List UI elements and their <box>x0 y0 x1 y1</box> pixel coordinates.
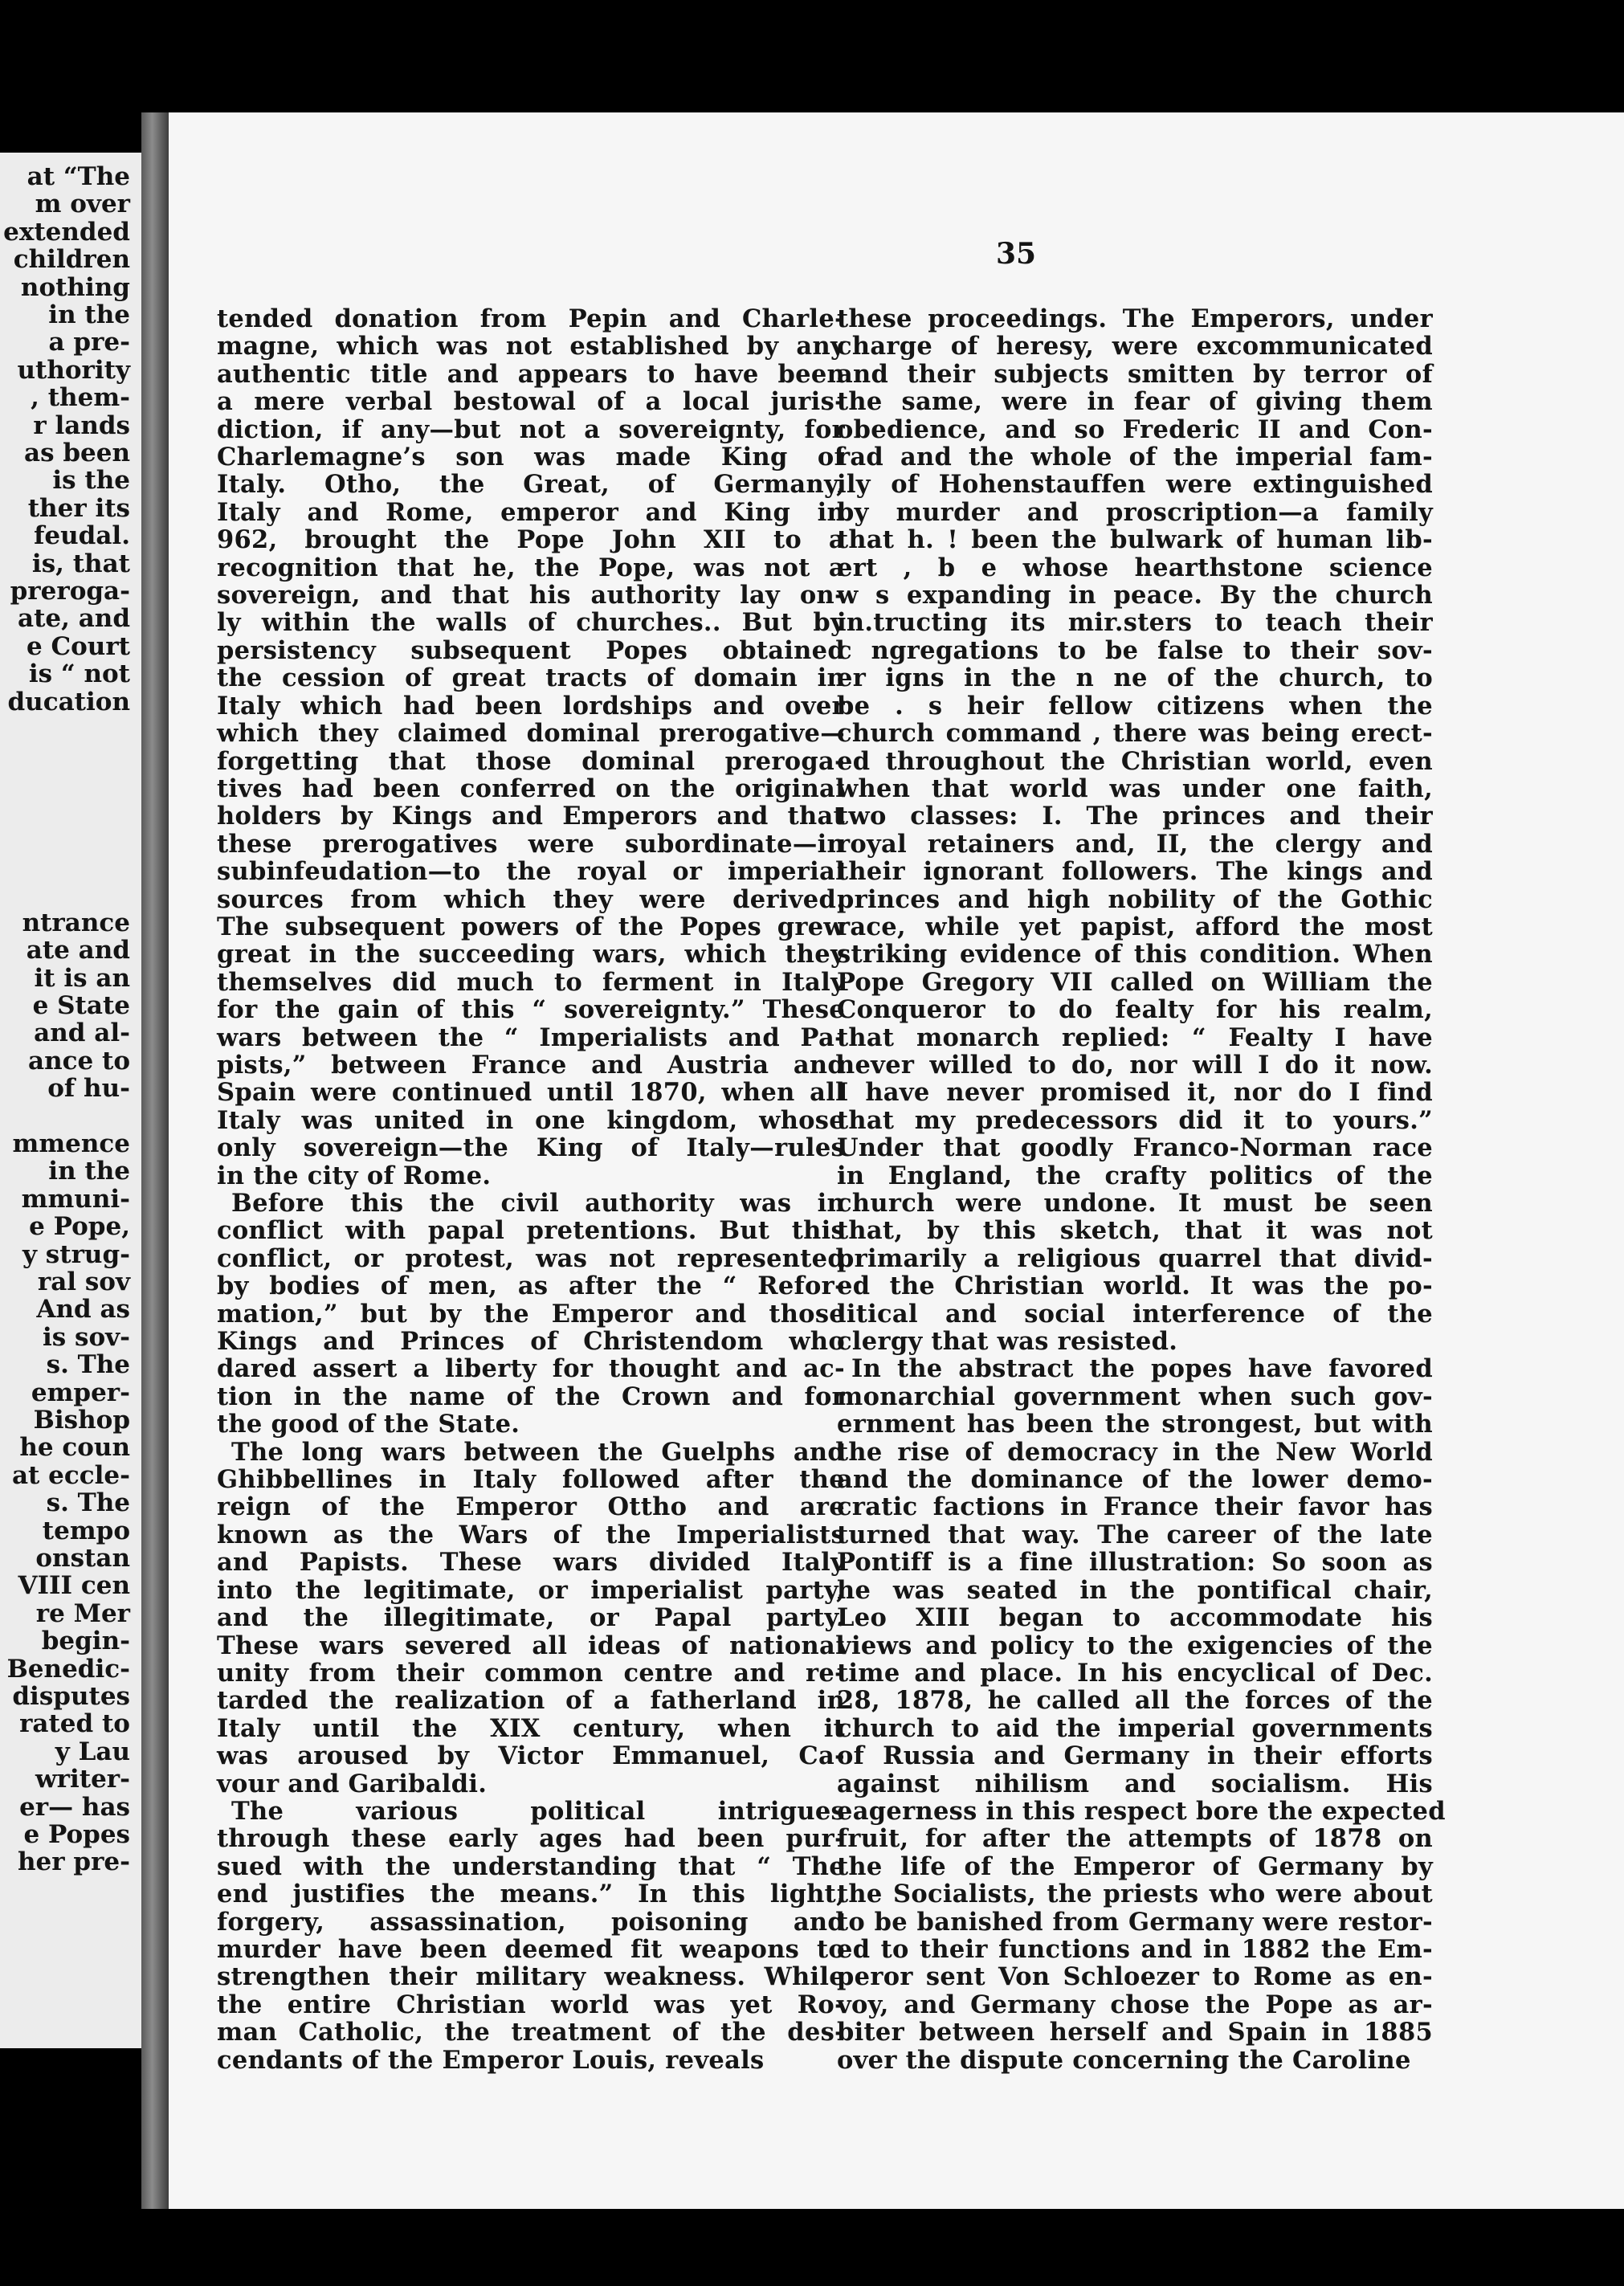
page-number: 35 <box>996 237 1037 271</box>
text-line: strengthen their military weakness. While <box>217 1962 845 1992</box>
text-line: church were undone. It must be seen <box>837 1189 1433 1218</box>
left-page-line: is “ not <box>28 659 130 689</box>
left-page-line: a pre- <box>48 328 130 357</box>
text-line: turned that way. The career of the late <box>837 1520 1433 1549</box>
text-line: princes and high nobility of the Gothic <box>837 884 1433 914</box>
text-line: c ngregations to be false to their sov- <box>837 635 1433 665</box>
text-line: themselves did much to ferment in Italy <box>217 967 845 997</box>
text-line: he was seated in the pontifical chair, <box>837 1575 1433 1605</box>
text-line: Spain were continued until 1870, when all <box>217 1078 845 1108</box>
text-line: Charlemagne’s son was made King of <box>217 443 845 472</box>
text-line: primarily a religious quarrel that divid- <box>837 1243 1433 1273</box>
left-page-line: uthority <box>17 355 130 385</box>
text-line: eagerness in this respect bore the expected <box>837 1796 1446 1826</box>
left-page-line: it is an <box>34 963 130 993</box>
text-line: diction, if any—but not a sovereignty, for <box>217 414 845 444</box>
text-line: of Russia and Germany in their efforts <box>837 1741 1433 1771</box>
text-line: tarded the realization of a fatherland in <box>217 1686 845 1716</box>
text-line: er igns in the n ne of the church, to <box>837 663 1433 693</box>
left-page-line: disputes <box>12 1682 130 1711</box>
right-page <box>169 112 1624 2209</box>
left-page-fragment <box>0 153 141 2048</box>
left-page-line: ther its <box>27 493 130 523</box>
text-line: These wars severed all ideas of national <box>217 1631 845 1660</box>
text-line: the good of the State. <box>217 1410 520 1439</box>
text-line: ernment has been the strongest, but with <box>837 1410 1433 1439</box>
left-page-line: Bishop <box>33 1406 130 1435</box>
text-line: vour and Garibaldi. <box>217 1769 488 1798</box>
text-line: unity from their common centre and re- <box>217 1658 845 1688</box>
text-line: dared assert a liberty for thought and ac- <box>217 1354 845 1384</box>
left-page-line: of hu- <box>47 1074 130 1104</box>
text-line: that my predecessors did it to yours.” <box>837 1105 1433 1135</box>
text-line: striking evidence of this condition. When <box>837 940 1433 970</box>
text-line: Kings and Princes of Christendom who <box>217 1327 845 1357</box>
text-line: and Papists. These wars divided Italy <box>217 1548 845 1578</box>
left-page-line: onstan <box>35 1544 130 1573</box>
text-line: two classes: I. The princes and their <box>837 802 1433 831</box>
text-line: rad and the whole of the imperial fam- <box>837 443 1433 472</box>
left-page-line: he coun <box>19 1433 130 1463</box>
text-line: biter between herself and Spain in 1885 <box>837 2018 1433 2047</box>
text-line: the Socialists, the priests who were about <box>837 1880 1433 1909</box>
text-line: sued with the understanding that “ The <box>217 1851 845 1881</box>
left-page-line: is the <box>52 466 130 496</box>
left-page-line: mmuni- <box>21 1184 130 1214</box>
left-page-line: emper- <box>31 1378 130 1407</box>
text-line: ily of Hohenstauffen were extinguished <box>837 470 1433 500</box>
left-page-line: ducation <box>7 687 130 716</box>
text-line: Italy until the XIX century, when it <box>217 1713 845 1743</box>
left-page-line: y Lau <box>55 1737 130 1766</box>
left-page-line: extended <box>3 217 130 247</box>
text-line: Pontiff is a fine illustration: So soon as <box>837 1548 1433 1578</box>
text-line: Before this the civil authority was in <box>231 1189 845 1218</box>
text-line: cratic factions in France their favor has <box>837 1492 1433 1522</box>
left-page-line: and al- <box>34 1018 130 1048</box>
text-line: In the abstract the popes have favored <box>851 1354 1433 1384</box>
text-line: Italy which had been lordships and over <box>217 691 845 720</box>
text-line: monarchial government when such gov- <box>837 1382 1433 1411</box>
left-page-line: at “The <box>27 162 130 191</box>
left-page-line: tempo <box>42 1516 130 1545</box>
text-line: recognition that he, the Pope, was not a <box>217 553 845 582</box>
left-page-line: is, that <box>31 549 130 578</box>
left-page-line: ance to <box>27 1046 130 1076</box>
text-line: the cession of great tracts of domain in <box>217 663 845 693</box>
left-page-line: children <box>13 245 130 275</box>
text-line: Italy. Otho, the Great, of Germany, <box>217 470 845 500</box>
left-page-line: er— has <box>19 1792 130 1822</box>
text-line: views and policy to the exigencies of the <box>837 1631 1433 1660</box>
text-line: w s expanding in peace. By the church <box>837 581 1433 610</box>
left-page-line: s. The <box>46 1350 130 1380</box>
text-line: for the gain of this “ sovereignty.” These <box>217 995 845 1025</box>
text-line: ert , b e whose hearthstone science <box>837 553 1433 582</box>
text-line: when that world was under one faith, <box>837 774 1433 803</box>
text-line: Ghibbellines in Italy followed after the <box>217 1465 845 1495</box>
text-line: and the illegitimate, or Papal party. <box>217 1603 845 1633</box>
text-line: by bodies of men, as after the “ Refor- <box>217 1272 845 1301</box>
text-line: fruit, for after the attempts of 1878 on <box>837 1824 1433 1854</box>
left-page-line: mmence <box>12 1129 130 1158</box>
text-line: into the legitimate, or imperialist party, <box>217 1575 845 1605</box>
text-line: tives had been conferred on the original <box>217 774 845 803</box>
text-line: in England, the crafty politics of the <box>837 1161 1433 1190</box>
text-line: persistency subsequent Popes obtained <box>217 635 845 665</box>
text-line: in the city of Rome. <box>217 1161 492 1190</box>
text-line: sources from which they were derived. <box>217 884 845 914</box>
page-gutter <box>141 112 169 2209</box>
text-line: tion in the name of the Crown and for <box>217 1382 845 1411</box>
text-line: litical and social interference of the <box>837 1299 1433 1329</box>
text-line: Leo XIII began to accommodate his <box>837 1603 1433 1633</box>
text-line: ed throughout the Christian world, even <box>837 746 1433 776</box>
left-page-line: begin- <box>41 1627 130 1656</box>
text-line: in.tructing its mir.sters to teach their <box>837 608 1433 638</box>
left-page-line: y strug- <box>22 1239 130 1269</box>
left-page-line: ntrance <box>22 908 130 937</box>
text-line: great in the succeeding wars, which they <box>217 940 845 970</box>
left-page-line: ral sov <box>37 1268 130 1296</box>
text-line: mation,” but by the Emperor and those <box>217 1299 845 1329</box>
left-page-line: in the <box>48 1157 130 1186</box>
text-line: obedience, and so Frederic II and Con- <box>837 414 1433 444</box>
left-page-line: s. The <box>46 1488 130 1518</box>
left-page-line: her pre- <box>18 1847 130 1877</box>
text-line: cendants of the Emperor Louis, reveals <box>217 2045 765 2075</box>
text-line: that monarch replied: “ Fealty I have <box>837 1023 1433 1052</box>
text-line: their ignorant followers. The kings and <box>837 857 1433 887</box>
text-line: conflict with papal pretentions. But this <box>217 1216 845 1246</box>
text-line: pists,” between France and Austria and <box>217 1050 845 1080</box>
left-page-line: writer- <box>35 1765 130 1794</box>
text-line: wars between the “ Imperialists and Pa- <box>217 1023 845 1052</box>
text-line: forgery, assassination, poisoning and <box>217 1907 845 1937</box>
left-page-line: , them- <box>31 383 130 413</box>
text-line: murder have been deemed fit weapons to <box>217 1934 845 1964</box>
text-line: these prerogatives were subordinate—in <box>217 829 845 859</box>
left-page-line: preroga- <box>10 577 130 606</box>
text-line: be . s heir fellow citizens when the <box>837 691 1433 720</box>
left-page-line: e Popes <box>23 1820 130 1849</box>
text-line: tended donation from Pepin and Charle- <box>217 304 845 333</box>
text-line: to be banished from Germany were restor- <box>837 1907 1433 1937</box>
left-page-line: rated to <box>19 1709 130 1739</box>
text-line: charge of heresy, were excommunicated <box>837 332 1433 361</box>
text-line: time and place. In his encyclical of Dec. <box>837 1658 1433 1688</box>
text-line: ed to their functions and in 1882 the Em- <box>837 1934 1433 1964</box>
text-line: man Catholic, the treatment of the des- <box>217 2018 845 2047</box>
text-line: authentic title and appears to have been <box>217 359 845 389</box>
text-line: church to aid the imperial governments <box>837 1713 1433 1743</box>
text-line: holders by Kings and Emperors and that <box>217 802 845 831</box>
text-line: known as the Wars of the Imperialists <box>217 1520 845 1549</box>
text-line: these proceedings. The Emperors, under <box>837 304 1433 333</box>
text-line: conflict, or protest, was not represented <box>217 1243 845 1273</box>
left-page-line: as been <box>24 439 130 467</box>
text-column-1 <box>217 305 845 2074</box>
left-page-line: VIII cen <box>18 1571 130 1601</box>
text-line: the same, were in fear of giving them <box>837 387 1433 417</box>
text-line: never willed to do, nor will I do it now. <box>837 1050 1433 1080</box>
left-page-line: in the <box>48 300 130 329</box>
text-line: only sovereign—the King of Italy—rules <box>217 1133 845 1163</box>
text-line: The various political intrigues <box>231 1796 845 1826</box>
text-line: church command , there was being erect- <box>837 719 1433 749</box>
text-line: I have never promised it, nor do I find <box>837 1078 1433 1108</box>
text-line: royal retainers and, II, the clergy and <box>837 829 1433 859</box>
text-line: end justifies the means.” In this light, <box>217 1880 845 1909</box>
text-line: which they claimed dominal prerogative— <box>217 719 845 749</box>
text-line: 28, 1878, he called all the forces of the <box>837 1686 1433 1716</box>
left-page-line: m over <box>35 190 130 219</box>
text-line: over the dispute concerning the Caroline <box>837 2045 1411 2075</box>
text-line: the entire Christian world was yet Ro- <box>217 1990 845 2019</box>
text-line: The subsequent powers of the Popes grew <box>217 912 845 941</box>
text-column-2 <box>837 304 1446 2075</box>
text-line: ly within the walls of churches.. But by <box>217 608 845 638</box>
text-line: race, while yet papist, afford the most <box>837 912 1433 941</box>
left-page-line: is sov- <box>42 1322 130 1352</box>
text-line: and their subjects smitten by terror of <box>837 359 1433 389</box>
text-line: magne, which was not established by any <box>217 332 845 361</box>
text-line: the life of the Emperor of Germany by <box>837 1851 1433 1881</box>
left-page-line: re Mer <box>35 1598 130 1628</box>
text-line: The long wars between the Guelphs and <box>231 1437 845 1467</box>
text-line: peror sent Von Schloezer to Rome as en- <box>837 1962 1433 1992</box>
text-line: forgetting that those dominal preroga- <box>217 746 845 776</box>
text-line: was aroused by Victor Emmanuel, Ca- <box>217 1741 845 1771</box>
left-page-line: ate and <box>26 936 130 965</box>
left-page-line: Benedic- <box>6 1654 130 1684</box>
text-line: and the dominance of the lower demo- <box>837 1465 1433 1495</box>
text-line: subinfeudation—to the royal or imperial <box>217 857 845 887</box>
text-line: ed the Christian world. It was the po- <box>837 1272 1433 1301</box>
left-page-line: at eccle- <box>11 1460 130 1490</box>
text-line: 962, brought the Pope John XII to a <box>217 525 845 555</box>
left-page-line: ate, and <box>17 604 130 634</box>
left-page-line: e Pope, <box>29 1212 130 1242</box>
text-line: Under that goodly Franco-Norman race <box>837 1133 1433 1163</box>
left-page-line: r lands <box>33 410 130 440</box>
text-line: a mere verbal bestowal of a local juris- <box>217 387 845 417</box>
text-line: Italy and Rome, emperor and King in <box>217 497 845 527</box>
text-line: through these early ages had been pur- <box>217 1824 845 1854</box>
text-line: voy, and Germany chose the Pope as ar- <box>837 1990 1433 2019</box>
text-line: against nihilism and socialism. His <box>837 1769 1433 1798</box>
left-page-line: And as <box>36 1295 130 1325</box>
left-page-line: nothing <box>20 272 130 302</box>
text-line: clergy that was resisted. <box>837 1327 1178 1357</box>
text-line: the rise of democracy in the New World <box>837 1437 1433 1467</box>
left-page-line: e Court <box>26 631 130 661</box>
left-page-line: feudal. <box>34 521 130 551</box>
left-page-line: e State <box>32 991 130 1020</box>
text-line: Italy was united in one kingdom, whose <box>217 1105 845 1135</box>
text-line: Pope Gregory VII called on William the <box>837 967 1433 997</box>
text-line: by murder and proscription—a family <box>837 497 1433 527</box>
text-line: reign of the Emperor Ottho and are <box>217 1492 845 1522</box>
text-line: that h. ! been the bulwark of human lib- <box>837 525 1433 555</box>
text-line: Conqueror to do fealty for his realm, <box>837 995 1433 1025</box>
text-line: sovereign, and that his authority lay on- <box>217 581 845 610</box>
text-line: that, by this sketch, that it was not <box>837 1216 1433 1246</box>
